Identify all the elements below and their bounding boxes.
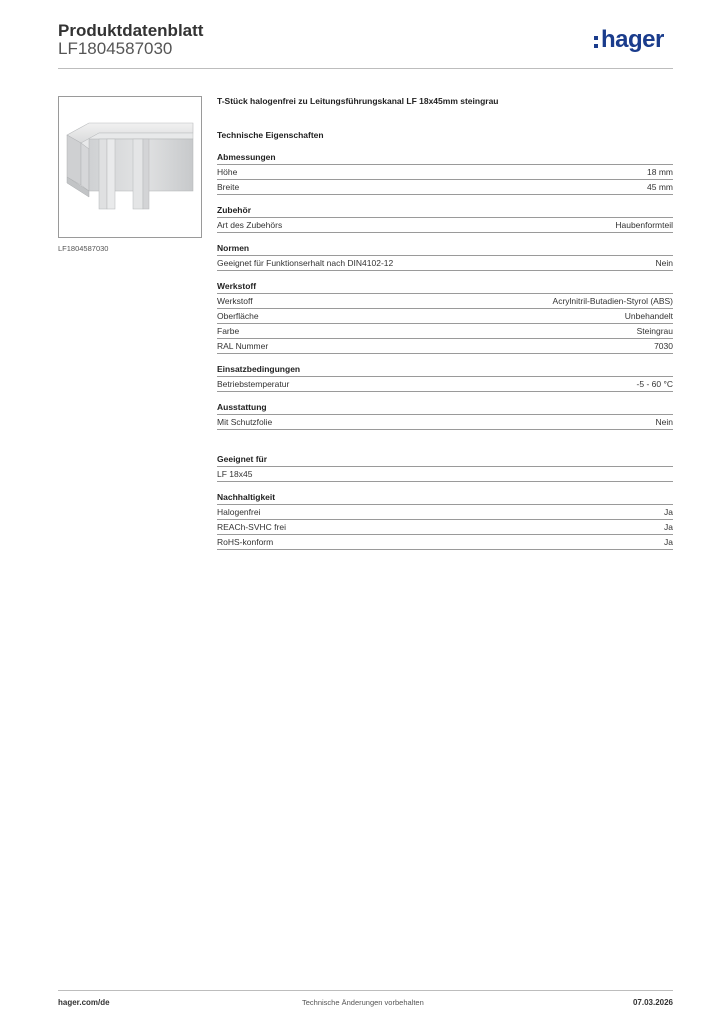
section-normen — [217, 243, 673, 271]
spec-label: Betriebstemperatur — [217, 379, 290, 389]
spec-value: Acrylnitril-Butadien-Styrol (ABS) — [552, 296, 673, 306]
product-image — [58, 96, 202, 238]
spec-label: Geeignet für Funktionserhalt nach DIN4102-12 — [217, 258, 394, 268]
spec-row — [217, 218, 673, 233]
product-description: T-Stück halogenfrei zu Leitungsführungskanal LF 18x45mm steingrau — [217, 96, 499, 106]
spec-row — [217, 520, 673, 535]
spec-value: Ja — [664, 522, 673, 532]
section-ausstattung — [217, 402, 673, 430]
spec-label: LF 18x45 — [217, 469, 253, 479]
logo-text: hager — [601, 26, 664, 53]
spec-value: 7030 — [654, 341, 673, 351]
page-title: Produktdatenblatt — [58, 21, 204, 40]
tech-properties-title: Technische Eigenschaften — [217, 130, 324, 140]
section-nachhaltigkeit — [217, 492, 673, 550]
spec-row — [217, 294, 673, 309]
spec-label: REACh-SVHC frei — [217, 522, 286, 532]
spec-label: Art des Zubehörs — [217, 220, 283, 230]
hager-logo — [594, 28, 674, 58]
section-title: Zubehör — [217, 205, 673, 218]
footer-disclaimer: Technische Änderungen vorbehalten — [302, 998, 424, 1007]
spec-value: Unbehandelt — [624, 311, 673, 321]
footer-website-link[interactable]: hager.com/de — [58, 998, 110, 1007]
spec-value: Nein — [655, 258, 673, 268]
spec-label: Oberfläche — [217, 311, 259, 321]
footer-divider — [58, 990, 673, 991]
spec-value: Haubenformteil — [615, 220, 673, 230]
spec-row — [217, 467, 673, 482]
logo-dots-icon — [594, 36, 599, 52]
section-title: Normen — [217, 243, 673, 256]
spec-value: Ja — [664, 537, 673, 547]
section-title: Werkstoff — [217, 281, 673, 294]
spec-row — [217, 324, 673, 339]
footer-date: 07.03.2026 — [632, 998, 673, 1007]
section-title: Ausstattung — [217, 402, 673, 415]
spec-row — [217, 377, 673, 392]
section-zubehoer — [217, 205, 673, 233]
spec-row — [217, 165, 673, 180]
spec-row — [217, 415, 673, 430]
image-caption: LF1804587030 — [58, 244, 109, 253]
spec-row — [217, 505, 673, 520]
spec-value: Nein — [655, 417, 673, 427]
spec-row — [217, 339, 673, 354]
section-title: Geeignet für — [217, 454, 673, 467]
spec-label: Halogenfrei — [217, 507, 261, 517]
spec-label: RAL Nummer — [217, 341, 269, 351]
spec-label: Werkstoff — [217, 296, 253, 306]
section-einsatzbedingungen — [217, 364, 673, 392]
spec-row — [217, 256, 673, 271]
header-divider — [58, 68, 673, 69]
spec-label: Höhe — [217, 167, 238, 177]
spec-value: -5 - 60 °C — [636, 379, 673, 389]
spec-row — [217, 535, 673, 550]
section-title: Abmessungen — [217, 152, 673, 165]
t-piece-product-icon — [59, 97, 201, 237]
section-title: Nachhaltigkeit — [217, 492, 673, 505]
section-title: Einsatzbedingungen — [217, 364, 673, 377]
spec-label: Mit Schutzfolie — [217, 417, 273, 427]
spec-label: Farbe — [217, 326, 240, 336]
spec-row — [217, 180, 673, 195]
spec-label: Breite — [217, 182, 240, 192]
article-number: LF1804587030 — [58, 39, 173, 58]
section-geeignet-fuer — [217, 454, 673, 482]
spec-content — [217, 96, 673, 550]
spec-value: Steingrau — [636, 326, 673, 336]
spec-value: Ja — [664, 507, 673, 517]
section-werkstoff — [217, 281, 673, 354]
spec-label: RoHS-konform — [217, 537, 274, 547]
spec-row — [217, 309, 673, 324]
section-abmessungen — [217, 152, 673, 195]
spec-value: 18 mm — [647, 167, 673, 177]
spec-value: 45 mm — [647, 182, 673, 192]
